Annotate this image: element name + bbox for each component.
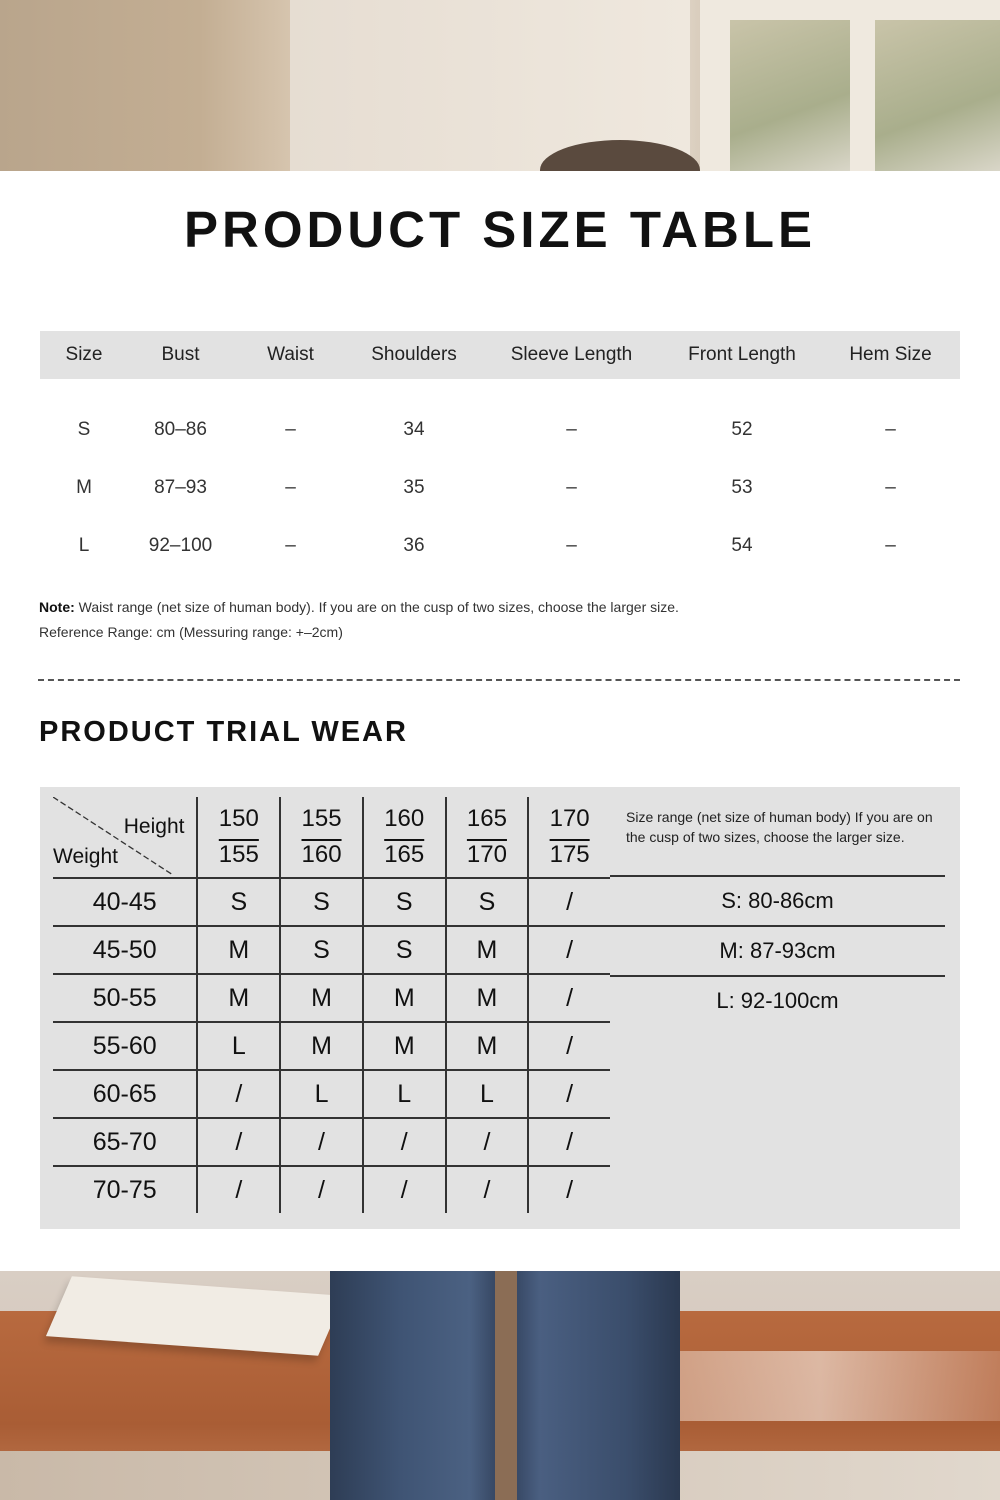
table-cell: 36 — [403, 535, 425, 556]
trial-cell: L — [445, 1071, 528, 1117]
trial-cell: / — [527, 1119, 610, 1165]
trial-row — [53, 1119, 610, 1167]
table-cell: 53 — [731, 477, 753, 498]
trial-cell: S — [196, 879, 279, 925]
trial-grid — [53, 797, 610, 1213]
page-title: PRODUCT SIZE TABLE — [183, 201, 817, 258]
trial-cell: M — [196, 975, 279, 1021]
header-cell: Hem Size — [849, 344, 932, 365]
table-cell: – — [285, 477, 296, 498]
size-range-note: Size range (net size of human body) If you are on the cusp of two sizes, choose the larger size. — [610, 797, 945, 877]
trial-cell: M — [279, 1023, 362, 1069]
table-cell: 54 — [731, 535, 753, 556]
height-header: 160 165 — [362, 797, 445, 877]
note-text: Waist range (net size of human body). If you are on the cusp of two sizes, choose the larger size. — [74, 599, 679, 615]
table-cell: 87–93 — [154, 477, 207, 498]
note-label: Note: — [39, 599, 75, 615]
trial-cell: M — [445, 1023, 528, 1069]
size-range-l: L: 92-100cm — [716, 988, 839, 1013]
trial-cell: / — [527, 1167, 610, 1213]
weight-cell: 50-55 — [92, 983, 157, 1012]
trial-cell: / — [527, 879, 610, 925]
table-cell: 34 — [403, 419, 425, 440]
header-cell: Waist — [267, 344, 314, 365]
weight-label: Weight — [53, 845, 118, 868]
leg-gap — [495, 1271, 517, 1500]
trial-cell: S — [279, 879, 362, 925]
height-header: 150 155 — [196, 797, 279, 877]
table-cell: – — [285, 419, 296, 440]
height-label: Height — [123, 815, 185, 838]
trial-row — [53, 1023, 610, 1071]
trial-cell: M — [196, 927, 279, 973]
table-cell: 80–86 — [154, 419, 207, 440]
table-cell: L — [78, 535, 90, 556]
table-cell: – — [885, 419, 896, 440]
table-cell: M — [76, 477, 92, 498]
trial-cell: / — [196, 1119, 279, 1165]
trial-cell: / — [279, 1119, 362, 1165]
trial-row — [53, 1167, 610, 1213]
table-cell: S — [77, 419, 91, 440]
trial-cell: M — [445, 975, 528, 1021]
reference-range: Reference Range: cm (Messuring range: +–2cm) — [39, 624, 343, 640]
table-cell: 35 — [403, 477, 425, 498]
table-cell: – — [285, 535, 296, 556]
window-pane — [730, 20, 850, 171]
trial-cell: L — [279, 1071, 362, 1117]
bottom-photo — [0, 1271, 1000, 1500]
trial-row — [53, 1071, 610, 1119]
table-cell: – — [885, 477, 896, 498]
table-cell: – — [566, 477, 577, 498]
trial-cell: M — [362, 975, 445, 1021]
top-photo — [0, 0, 1000, 171]
window-pane — [875, 20, 1000, 171]
trial-cell: M — [362, 1023, 445, 1069]
size-table-header — [40, 331, 960, 379]
trial-cell: / — [527, 1071, 610, 1117]
trial-cell: L — [196, 1023, 279, 1069]
trial-cell: / — [527, 927, 610, 973]
trial-cell: / — [362, 1119, 445, 1165]
window — [700, 0, 1000, 171]
header-cell: Size — [65, 344, 103, 365]
weight-cell: 65-70 — [92, 1127, 157, 1156]
height-header: 170 175 — [527, 797, 610, 877]
size-range-m: M: 87-93cm — [610, 927, 945, 977]
table-cell: 92–100 — [148, 535, 213, 556]
table-row — [40, 459, 960, 517]
size-table-body — [40, 379, 960, 575]
weight-cell: 40-45 — [92, 887, 157, 916]
trial-row — [53, 879, 610, 927]
trial-cell: / — [362, 1167, 445, 1213]
table-cell: – — [566, 535, 577, 556]
trial-title: PRODUCT TRIAL WEAR — [39, 716, 408, 748]
sunlight-patch — [640, 1351, 1000, 1421]
height-header: 165 170 — [445, 797, 528, 877]
corner-cell — [53, 797, 196, 877]
header-cell: Shoulders — [371, 344, 457, 365]
height-header: 155 160 — [279, 797, 362, 877]
trial-cell: M — [445, 927, 528, 973]
header-cell: Front Length — [688, 344, 796, 365]
trial-cell: M — [279, 975, 362, 1021]
trial-cell: / — [279, 1167, 362, 1213]
trial-cell: S — [362, 927, 445, 973]
trial-cell: / — [196, 1167, 279, 1213]
trial-cell: / — [445, 1119, 528, 1165]
table-cell: – — [885, 535, 896, 556]
weight-cell: 70-75 — [92, 1175, 157, 1204]
trial-cell: / — [196, 1071, 279, 1117]
size-range-panel — [610, 797, 945, 1025]
table-cell: 52 — [731, 419, 753, 440]
size-note — [39, 595, 679, 645]
size-range-s: S: 80-86cm — [610, 877, 945, 927]
trial-cell: / — [527, 975, 610, 1021]
trial-row — [53, 927, 610, 975]
header-cell: Sleeve Length — [510, 344, 633, 365]
trial-row — [53, 975, 610, 1023]
trial-header — [53, 797, 610, 879]
weight-cell: 55-60 — [92, 1031, 157, 1060]
table-row — [40, 517, 960, 575]
trial-cell: S — [445, 879, 528, 925]
table-cell: – — [566, 419, 577, 440]
trial-cell: / — [527, 1023, 610, 1069]
weight-cell: 45-50 — [92, 935, 157, 964]
trial-cell: L — [362, 1071, 445, 1117]
trial-cell: / — [445, 1167, 528, 1213]
dashed-divider — [38, 679, 960, 681]
table-row — [40, 401, 960, 459]
trial-wear-table — [40, 787, 960, 1229]
trial-cell: S — [362, 879, 445, 925]
header-cell: Bust — [161, 344, 200, 365]
trial-cell: S — [279, 927, 362, 973]
weight-cell: 60-65 — [92, 1079, 157, 1108]
size-table — [40, 331, 960, 575]
